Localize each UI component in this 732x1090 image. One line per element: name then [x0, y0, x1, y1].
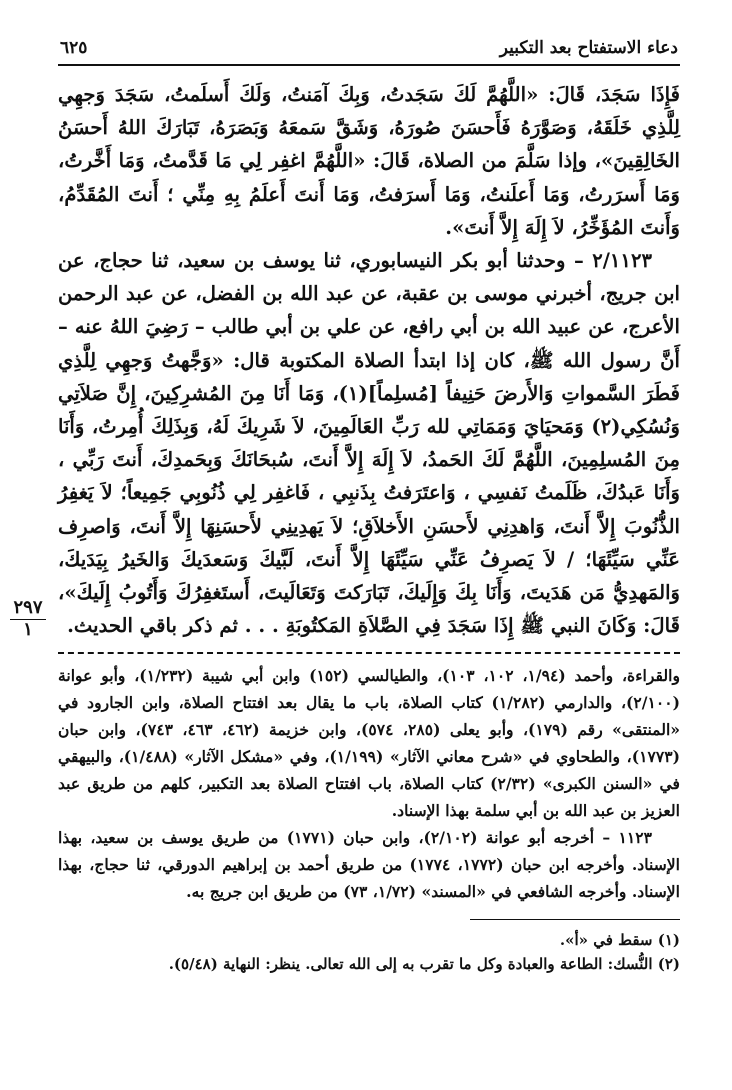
takhrij-note-1123: ١١٢٣ – أخرجه أبو عوانة (٢/١٠٢)، وابن حبان (١٧٧١) من طريق يوسف بن سعيد، بهذا الإسناد. وأخرجه ابن حبان (١٧٧٢، ١٧٧٤) من طريق أحمد بن إبراهيم الدورقي، ثنا حجاج، بهذا الإسناد. وأخرجه الشافعي في «المسند» (١/٧٢، ٧٣) من طريق ابن جريج به. — [58, 828, 680, 902]
main-text — [58, 78, 680, 642]
manuscript-folio-marker — [10, 598, 46, 640]
folio-side: ١ — [23, 619, 33, 640]
folio-number: ٢٩٧ — [10, 598, 46, 620]
hadith-1123: ٢/١١٢٣ – وحدثنا أبو بكر النيسابوري، ثنا يوسف بن سعيد، ثنا حجاج، عن ابن جريج، أخبرني موسى بن عقبة، عن عبد الله بن الفضل، عن عبد الرحمن الأعرج، عن عبيد الله بن أبي رافع، عن علي بن أبي طالب – رَضِيَ اللهُ عنه – أَنَّ رسول الله ﷺ، كان إذا ابتدأ الصلاة المكتوبة قال: «وَجَّهتُ وَجهِي لِلَّذِي فَطَرَ السَّمواتِ وَالأَرضَ حَنِيفاً [مُسلِماً](١)، وَمَا أَنَا مِنَ المُشرِكِينَ، إِنَّ صَلاَتِي وَنُسُكِي(٢) وَمَحيَايَ وَمَمَاتِي لله رَبِّ العَالَمِينَ، لاَ شَرِيكَ لَهُ، وَبِذَلِكَ أُمِرتُ، وَأَنَا مِنَ المُسلِمِينَ، اللَّهُمَّ لَكَ الحَمدُ، لاَ إِلَهَ إِلاَّ أَنتَ، سُبحَانَكَ وَبِحَمدِكَ، أَنتَ رَبِّي ، وَأَنَا عَبدُكَ، ظَلَمتُ نَفسِي ، وَاعتَرَفتُ بِذَنبِي ، فَاغفِر لِي ذُنُوبِي جَمِيعاً؛ لاَ يَغفِرُ الذُّنُوبَ إِلاَّ أَنتَ، وَاهدِنِي لأَحسَنِ الأَخلاَقِ؛ لاَ يَهدِينِي لأَحسَنِهَا إِلاَّ أَنتَ، وَاصرِف عَنِّي سَيِّئَهَا؛ / لاَ يَصرِفُ عَنِّي سَيِّئَهَا إِلاَّ أَنتَ، لَبَّيكَ وَسَعدَيكَ وَالخَيرُ بِيَدَيكَ، وَالمَهدِيُّ مَن هَدَيتَ، وَأَنَا بِكَ وَإِلَيكَ، تَبَارَكتَ وَتَعَالَيتَ، أَستَغفِرُكَ وَأَتُوبُ إِلَيكَ»، قَالَ: وَكَانَ النبي ﷺ إِذَا سَجَدَ فِي الصَّلاَةِ المَكتُوبَةِ . . . ثم ذكر باقي الحديث. — [58, 249, 680, 638]
page-number: ٦٢٥ — [60, 38, 88, 58]
book-page — [13, 38, 681, 1058]
notes-divider — [58, 652, 680, 654]
footnotes — [58, 928, 680, 976]
footnote-1: (١) سقط في «أ». — [559, 931, 680, 950]
footnote-2: (٢) النُّسك: الطاعة والعبادة وكل ما تقرب به إلى الله تعالى. ينظر: النهاية (٥/٤٨). — [168, 955, 680, 974]
page-header — [58, 38, 680, 66]
hadith-continuation: فَإِذَا سَجَدَ، قَالَ: «اللَّهُمَّ لَكَ سَجَدتُ، وَبِكَ آمَنتُ، وَلَكَ أَسلَمتُ، سَجَدَ وَجهِي لِلَّذِي خَلَقَهُ، وَصَوَّرَهُ فَأَحسَنَ صُورَهُ، وَشَقَّ سَمعَهُ وَبَصَرَهُ، تَبَارَكَ اللهُ أَحسَنُ الخَالِقِينَ»، وإذا سَلَّمَ من الصلاة، قَالَ: «اللَّهُمَّ اغفِر لِي مَا قَدَّمتُ، وَمَا أَخَّرتُ، وَمَا أَسرَرتُ، وَمَا أَعلَنتُ، وَمَا أَسرَفتُ، وَمَا أَنتَ أَعلَمُ بِهِ مِنِّي ؛ أَنتَ المُقَدِّمُ، وَأَنتَ المُؤَخِّرُ، لاَ إِلَهَ إِلاَّ أَنتَ». — [58, 83, 680, 239]
takhrij-notes — [58, 662, 680, 905]
footnote-rule — [470, 919, 680, 920]
running-title: دعاء الاستفتاح بعد التكبير — [499, 38, 678, 58]
takhrij-note-continued: والقراءة، وأحمد (١/٩٤، ١٠٢، ١٠٣)، والطيالسي (١٥٢) وابن أبي شيبة (١/٢٣٢)، وأبو عوانة (٢/١٠٠)، والدارمي (١/٢٨٢) كتاب الصلاة، باب ما يقال بعد افتتاح الصلاة، وابن الجارود في «المنتقى» رقم (١٧٩)، وأبو يعلى (٢٨٥، ٥٧٤)، وابن خزيمة (٤٦٢، ٤٦٣، ٧٤٣)، وابن حبان (١٧٧٣)، والطحاوي في «شرح معاني الآثار» (١/١٩٩)، وفي «مشكل الآثار» (١/٤٨٨)، والبيهقي في «السنن الكبرى» (٢/٣٢) كتاب الصلاة، باب افتتاح الصلاة بعد التكبير، كلهم من طريق عبد العزيز بن عبد الله بن أبي سلمة بهذا الإسناد. — [58, 666, 681, 821]
